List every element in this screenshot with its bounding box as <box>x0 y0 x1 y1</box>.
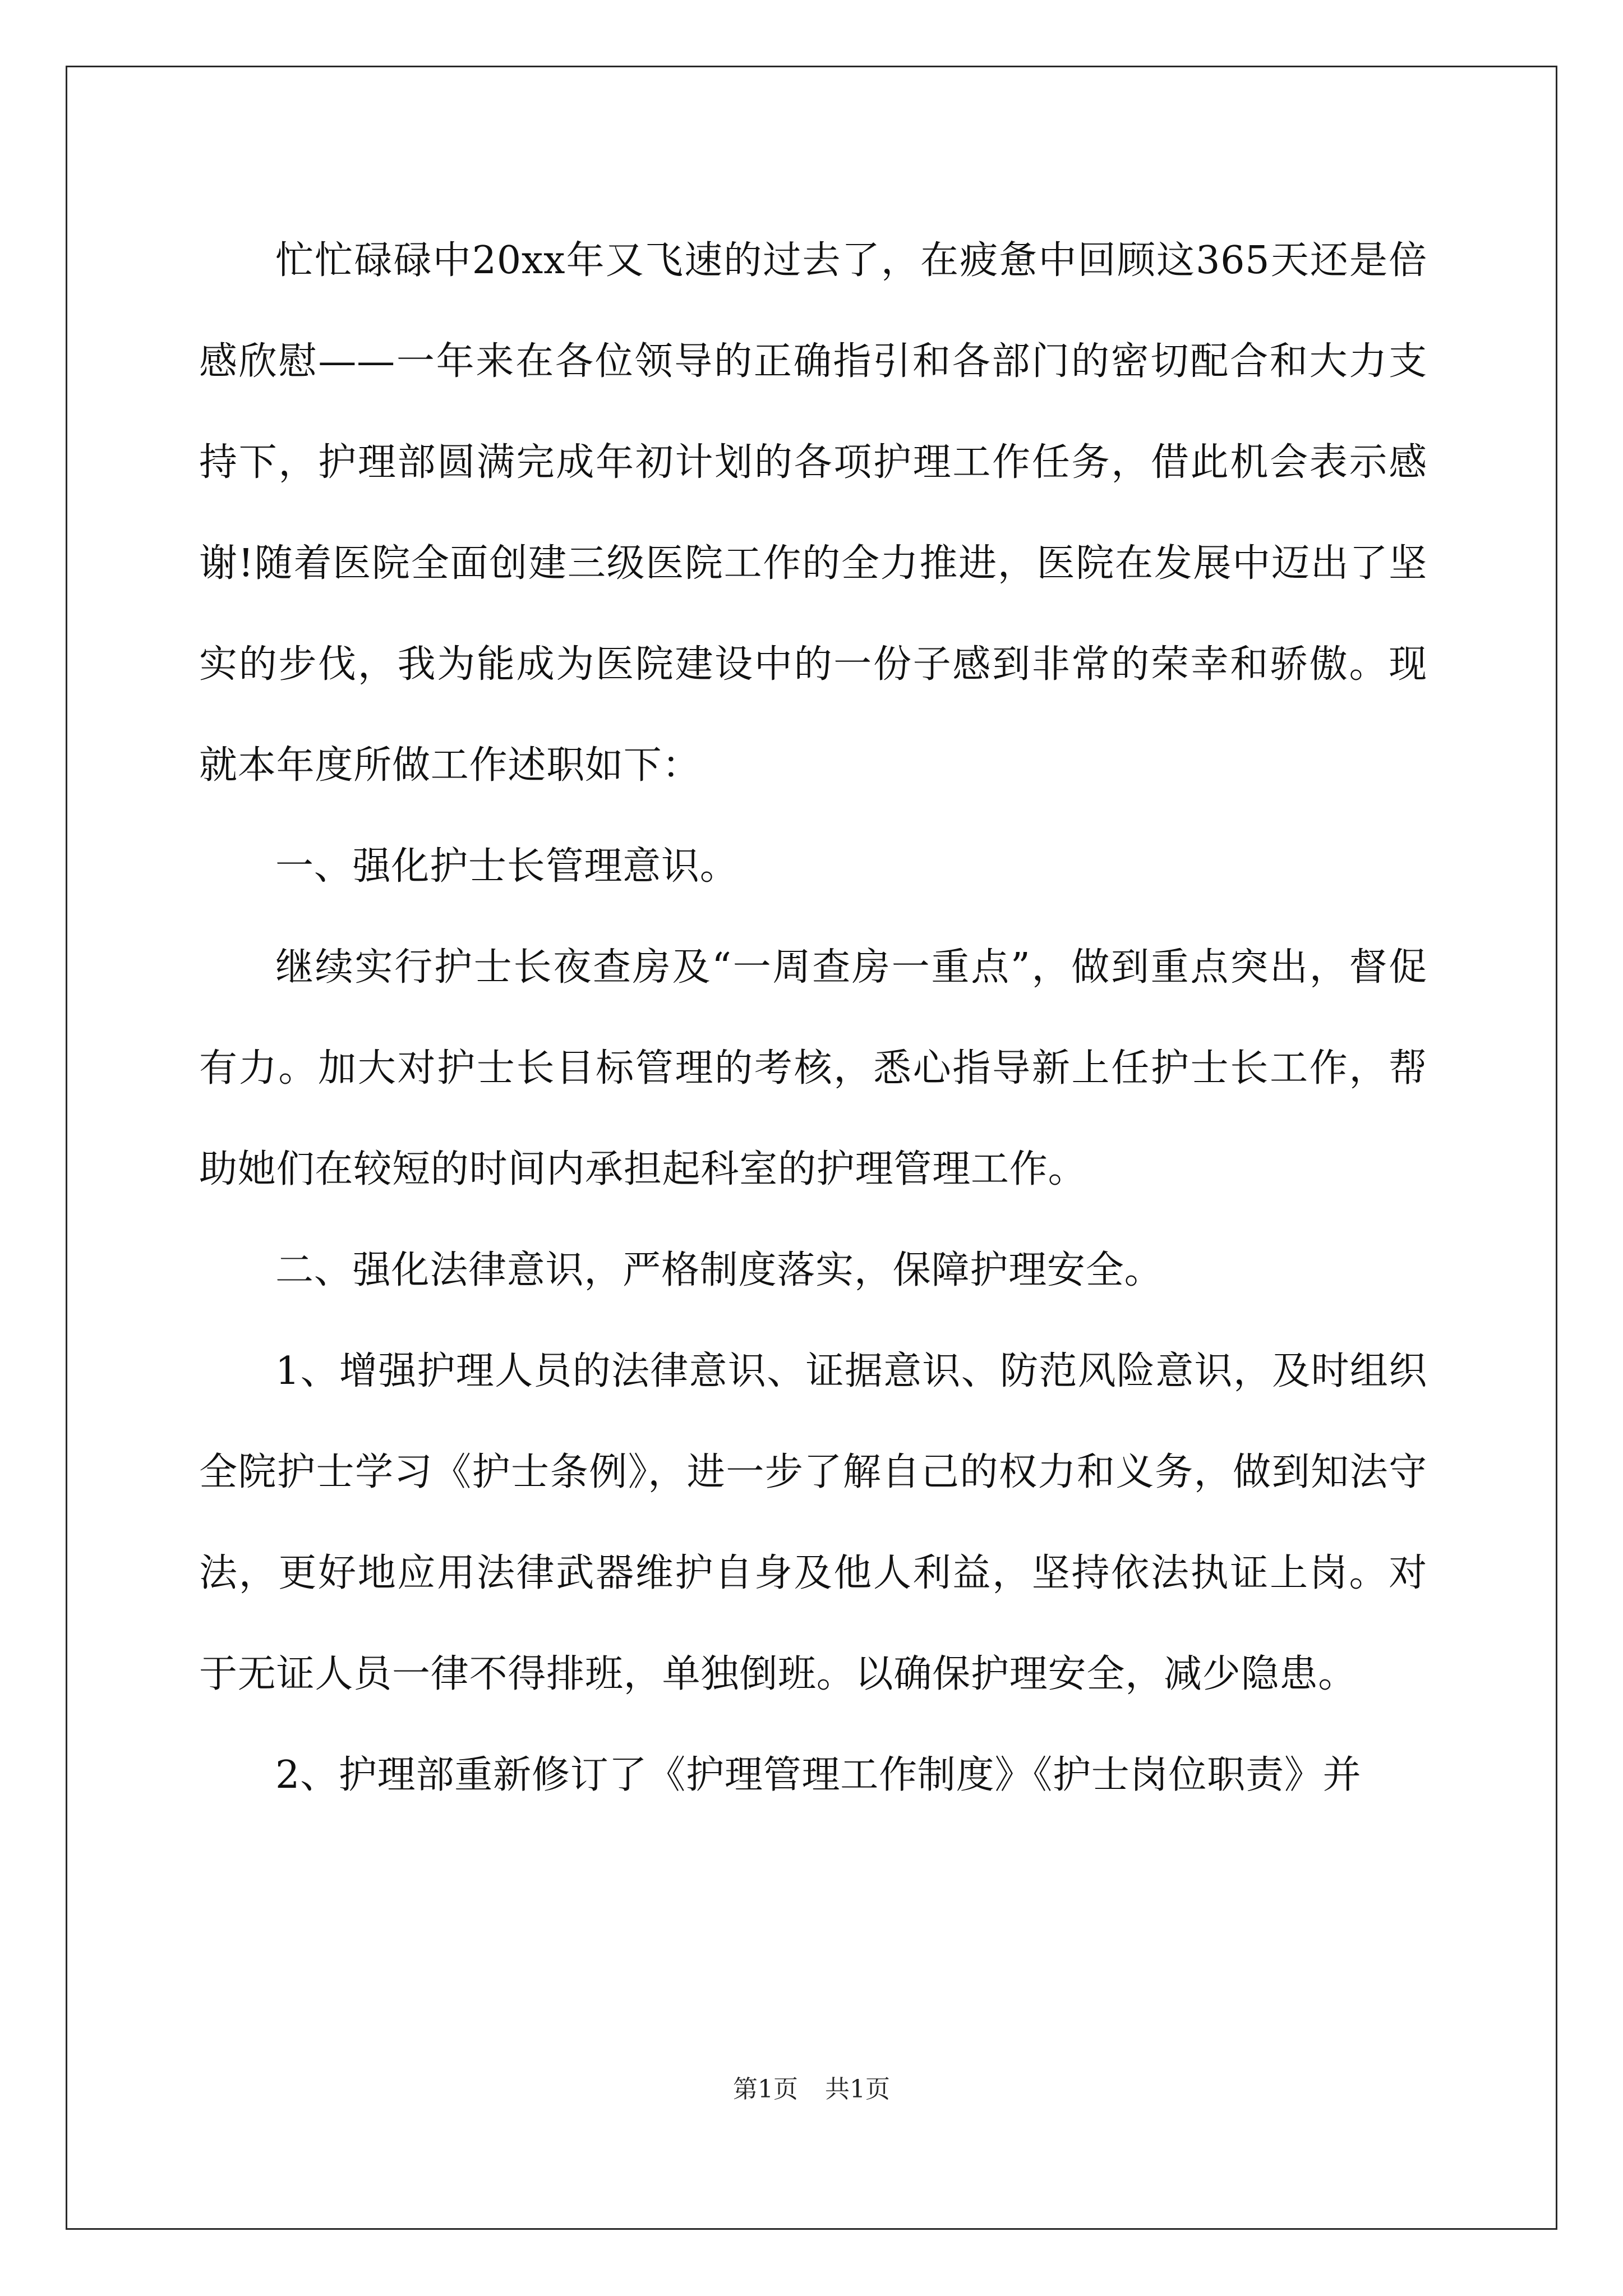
page-number: 第1页 <box>733 2075 798 2104</box>
document-body <box>199 210 1427 1826</box>
heading-section-2: 二、强化法律意识，严格制度落实，保障护理安全。 <box>275 1248 1163 1292</box>
heading-section-1: 一、强化护士长管理意识。 <box>275 844 739 889</box>
paragraph-item-2: 2、护理部重新修订了《护理管理工作制度》《护士岗位职责》并 <box>275 1753 1362 1797</box>
page-total: 共1页 <box>825 2075 890 2104</box>
paragraph-intro: 忙忙碌碌中20xx年又飞速的过去了，在疲惫中回顾这365天还是倍感欣慰——一年来在各位领导的正确指引和各部门的密切配合和大力支持下，护理部圆满完成年初计划的各项护理工作任务，借此机会表示感谢!随着医院全面创建三级医院工作的全力推进，医院在发展中迈出了坚实的步伐，我为能成为医院建设中的一份子感到非常的荣幸和骄傲。现就本年度所做工作述职如下： <box>199 238 1427 788</box>
paragraph-item-1: 1、增强护理人员的法律意识、证据意识、防范风险意识，及时组织全院护士学习《护士条例》，进一步了解自己的权力和义务，做到知法守法，更好地应用法律武器维护自身及他人利益，坚持依法执证上岗。对于无证人员一律不得排班，单独倒班。以确保护理安全，减少隐患。 <box>199 1349 1427 1696</box>
page-footer <box>0 2073 1623 2106</box>
paragraph-section-1: 继续实行护士长夜查房及“一周查房一重点”，做到重点突出，督促有力。加大对护士长目标管理的考核，悉心指导新上任护士长工作，帮助她们在较短的时间内承担起科室的护理管理工作。 <box>199 945 1427 1191</box>
